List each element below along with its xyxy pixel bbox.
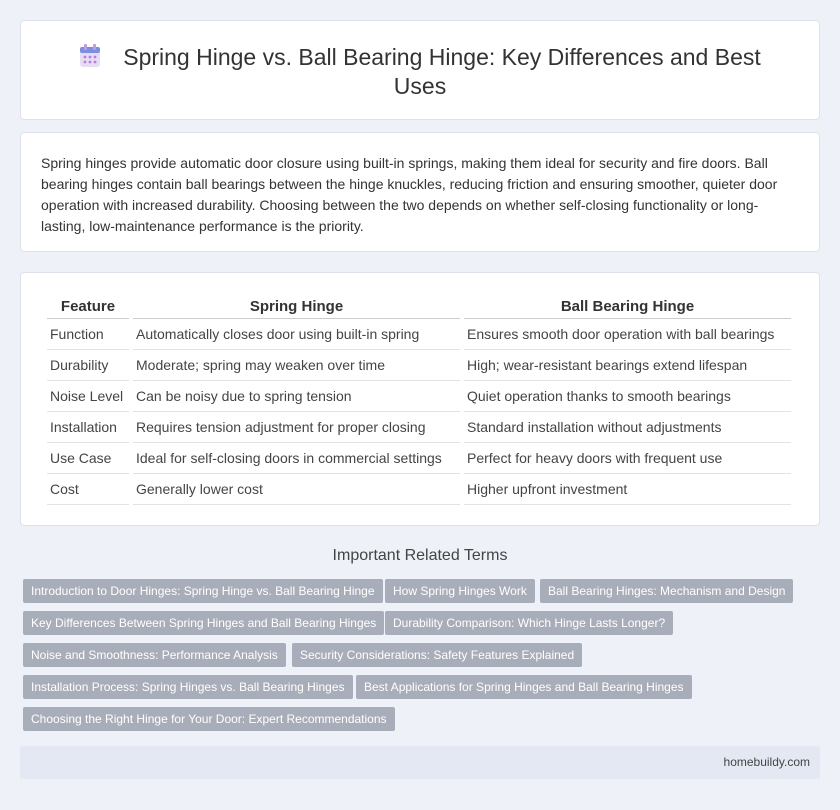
page-title-wrap bbox=[21, 43, 819, 101]
row-spring: Can be noisy due to spring tension bbox=[133, 381, 460, 412]
related-term-link[interactable]: Introduction to Door Hinges: Spring Hinge vs. Ball Bearing Hinge bbox=[23, 579, 383, 603]
footer-site-link[interactable]: homebuildy.com bbox=[723, 755, 810, 769]
row-spring: Requires tension adjustment for proper closing bbox=[133, 412, 460, 443]
comparison-table bbox=[43, 295, 795, 505]
intro-card bbox=[20, 132, 820, 252]
row-feature: Cost bbox=[47, 474, 129, 505]
row-spring: Moderate; spring may weaken over time bbox=[133, 350, 460, 381]
comparison-card bbox=[20, 272, 820, 526]
footer bbox=[20, 746, 820, 779]
table-row bbox=[47, 474, 791, 505]
table-row bbox=[47, 319, 791, 350]
row-ball-bearing: Standard installation without adjustments bbox=[464, 412, 791, 443]
row-feature: Installation bbox=[47, 412, 129, 443]
table-row bbox=[47, 350, 791, 381]
table-row bbox=[47, 381, 791, 412]
row-spring: Automatically closes door using built-in spring bbox=[133, 319, 460, 350]
intro-paragraph: Spring hinges provide automatic door closure using built-in springs, making them ideal for security and fire doors. Ball bearing hinges contain ball bearings between the hinge knuckles, reducing friction and ensuring smoother, quieter door operation with increased durability. Choosing between the two depends on whether self-closing functionality or long-lasting, low-maintenance performance is the priority. bbox=[41, 155, 778, 234]
table-header-row bbox=[47, 295, 791, 319]
related-term-link[interactable]: Best Applications for Spring Hinges and Ball Bearing Hinges bbox=[356, 675, 692, 699]
header-spring-hinge: Spring Hinge bbox=[133, 295, 460, 319]
related-term-link[interactable]: Installation Process: Spring Hinges vs. Ball Bearing Hinges bbox=[23, 675, 353, 699]
row-spring: Ideal for self-closing doors in commercial settings bbox=[133, 443, 460, 474]
row-feature: Durability bbox=[47, 350, 129, 381]
table-row bbox=[47, 412, 791, 443]
row-feature: Use Case bbox=[47, 443, 129, 474]
header-ball-bearing-hinge: Ball Bearing Hinge bbox=[464, 295, 791, 319]
row-ball-bearing: Higher upfront investment bbox=[464, 474, 791, 505]
related-term-link[interactable]: Durability Comparison: Which Hinge Lasts Longer? bbox=[385, 611, 673, 635]
calendar-icon bbox=[79, 44, 101, 68]
table-row bbox=[47, 443, 791, 474]
page-title: Spring Hinge vs. Ball Bearing Hinge: Key Differences and Best Uses bbox=[123, 44, 761, 99]
related-term-link[interactable]: Security Considerations: Safety Features Explained bbox=[292, 643, 582, 667]
related-term-link[interactable]: Choosing the Right Hinge for Your Door: Expert Recommendations bbox=[23, 707, 395, 731]
related-term-link[interactable]: Ball Bearing Hinges: Mechanism and Design bbox=[540, 579, 793, 603]
related-terms-title: Important Related Terms bbox=[332, 547, 508, 564]
header-feature: Feature bbox=[47, 295, 129, 319]
related-term-link[interactable]: Key Differences Between Spring Hinges and Ball Bearing Hinges bbox=[23, 611, 384, 635]
row-spring: Generally lower cost bbox=[133, 474, 460, 505]
row-ball-bearing: Ensures smooth door operation with ball bearings bbox=[464, 319, 791, 350]
row-ball-bearing: Quiet operation thanks to smooth bearings bbox=[464, 381, 791, 412]
row-feature: Function bbox=[47, 319, 129, 350]
related-term-link[interactable]: How Spring Hinges Work bbox=[385, 579, 535, 603]
row-feature: Noise Level bbox=[47, 381, 129, 412]
row-ball-bearing: High; wear-resistant bearings extend lifespan bbox=[464, 350, 791, 381]
related-term-link[interactable]: Noise and Smoothness: Performance Analysis bbox=[23, 643, 286, 667]
row-ball-bearing: Perfect for heavy doors with frequent use bbox=[464, 443, 791, 474]
header-card bbox=[20, 20, 820, 120]
